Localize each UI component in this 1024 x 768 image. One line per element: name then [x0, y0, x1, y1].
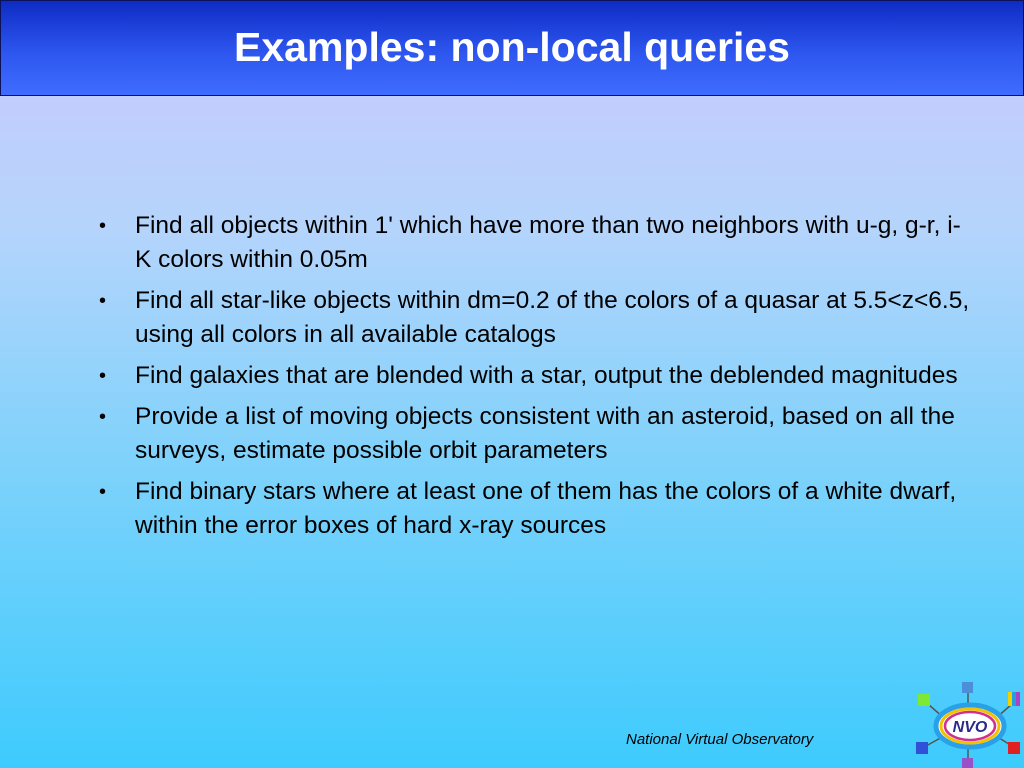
bullet-text: Find all objects within 1' which have more than two neighbors with u-g, g-r, i-K colors within 0.05m [135, 212, 961, 273]
bullet-icon: • [99, 215, 107, 237]
bullet-icon: • [99, 290, 107, 312]
list-item [95, 284, 975, 352]
bullet-icon: • [99, 481, 107, 503]
bullet-icon: • [99, 406, 107, 428]
svg-text:NVO: NVO [952, 719, 988, 736]
nvo-logo-icon [908, 678, 1024, 768]
list-item [95, 359, 975, 393]
bullet-text: Find galaxies that are blended with a star, output the deblended magnitudes [135, 362, 958, 389]
bullet-icon: • [99, 365, 107, 387]
list-item [95, 209, 975, 277]
title-bar [0, 0, 1024, 96]
bullet-text: Find all star-like objects within dm=0.2 of the colors of a quasar at 5.5<z<6.5, using all colors in all available catalogs [135, 287, 970, 348]
bullet-list [95, 209, 975, 550]
list-item [95, 475, 975, 543]
bullet-text: Find binary stars where at least one of them has the colors of a white dwarf, within the error boxes of hard x-ray sources [135, 478, 957, 539]
slide-title: Examples: non-local queries [234, 23, 790, 70]
bullet-text: Provide a list of moving objects consistent with an asteroid, based on all the surveys, estimate possible orbit parameters [135, 403, 955, 464]
list-item [95, 400, 975, 468]
footer-text: National Virtual Observatory [626, 731, 814, 748]
